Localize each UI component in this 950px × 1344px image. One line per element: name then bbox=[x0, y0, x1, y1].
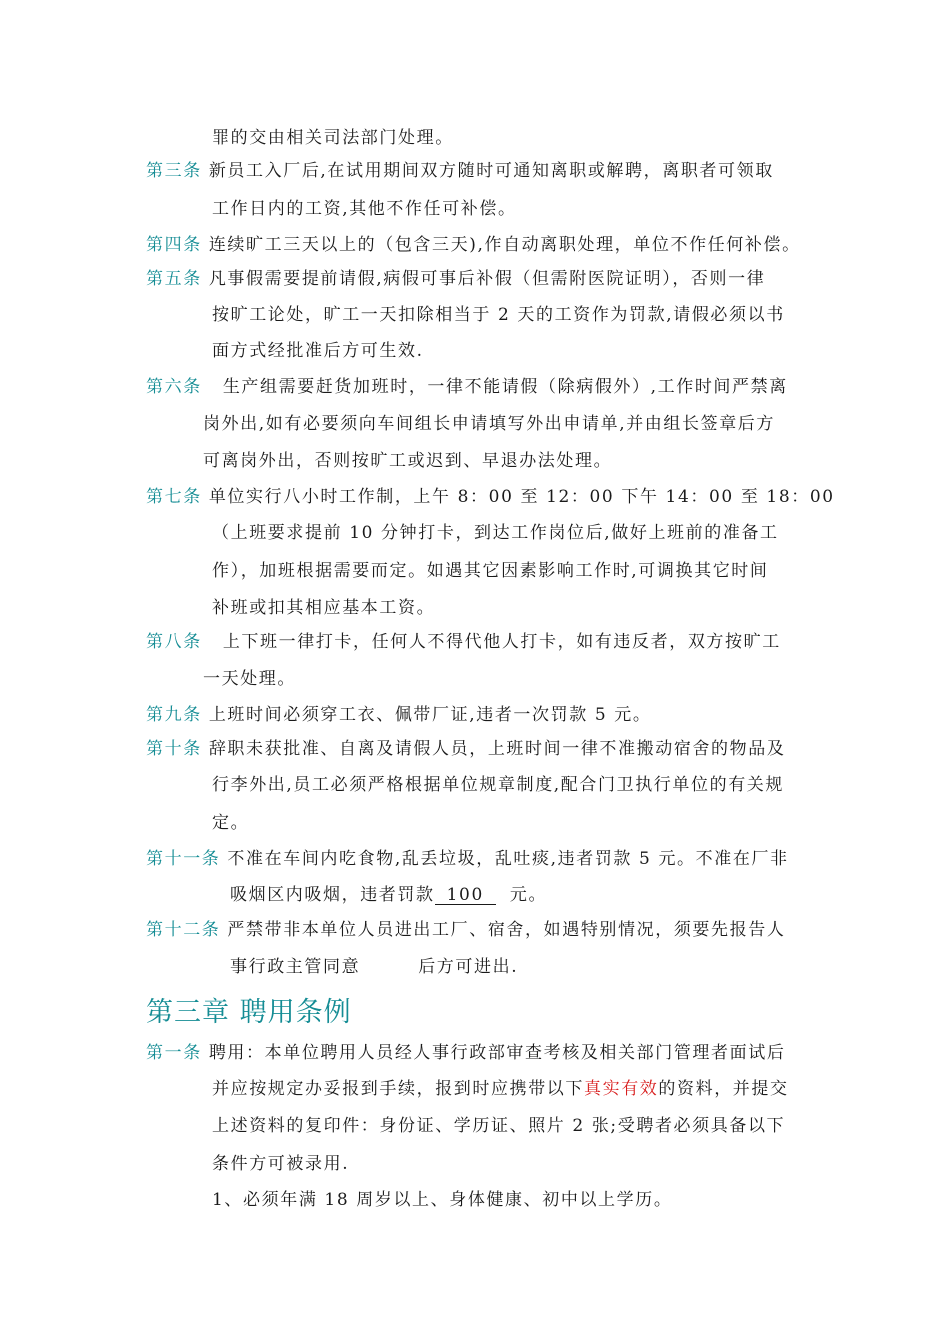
article-8-line-2: 一天处理。 bbox=[203, 669, 296, 689]
requirement-item-1: 1、必须年满 18 周岁以上、身体健康、初中以上学历。 bbox=[212, 1190, 673, 1210]
article-9: 第九条 上班时间必须穿工衣、佩带厂证,违者一次罚款 5 元。 bbox=[146, 705, 652, 725]
article-5-line-2: 按旷工论处，旷工一天扣除相当于 2 天的工资作为罚款,请假必须以书 bbox=[212, 305, 785, 325]
chapter3-article-1: 第一条 聘用：本单位聘用人员经人事行政部审查考核及相关部门管理者面试后 bbox=[146, 1043, 786, 1063]
highlighted-text: 真实有效 bbox=[584, 1079, 659, 1099]
article-7-line-2: （上班要求提前 10 分钟打卡，到达工作岗位后,做好上班前的准备工 bbox=[212, 523, 779, 543]
article-label: 第九条 bbox=[146, 705, 202, 725]
article-label: 第七条 bbox=[146, 487, 202, 507]
chapter3-article-1-line-2: 并应按规定办妥报到手续，报到时应携带以下真实有效的资料，并提交 bbox=[212, 1079, 789, 1099]
article-11-line-2: 吸烟区内吸烟，违者罚款 100 元。 bbox=[230, 885, 548, 905]
article-6-line-3: 可离岗外出，否则按旷工或迟到、早退办法处理。 bbox=[203, 451, 613, 471]
article-label: 第八条 bbox=[146, 632, 202, 652]
article-8: 第八条 上下班一律打卡，任何人不得代他人打卡，如有违反者，双方按旷工 bbox=[146, 632, 781, 652]
article-label: 第三条 bbox=[146, 161, 202, 181]
article-label: 第一条 bbox=[146, 1043, 202, 1063]
article-3: 第三条 新员工入厂后,在试用期间双方随时可通知离职或解聘，离职者可领取 bbox=[146, 161, 774, 181]
article-label: 第十一条 bbox=[146, 849, 221, 869]
article-3-line-2: 工作日内的工资,其他不作任可补偿。 bbox=[212, 199, 517, 219]
article-label: 第五条 bbox=[146, 269, 202, 289]
article-2-continuation: 罪的交由相关司法部门处理。 bbox=[212, 128, 454, 148]
chapter-heading: 第三章 聘用条例 bbox=[146, 997, 352, 1028]
article-11: 第十一条 不准在车间内吃食物,乱丢垃圾，乱吐痰,违者罚款 5 元。不准在厂非 bbox=[146, 849, 789, 869]
article-7-line-3: 作），加班根据需要而定。如遇其它因素影响工作时,可调换其它时间 bbox=[212, 561, 769, 581]
article-10: 第十条 辞职未获批准、自离及请假人员，上班时间一律不准搬动宿舍的物品及 bbox=[146, 739, 786, 759]
article-12: 第十二条 严禁带非本单位人员进出工厂、宿舍，如遇特别情况，须要先报告人 bbox=[146, 920, 786, 940]
article-12-line-2: 事行政主管同意 后方可进出. bbox=[230, 957, 519, 977]
article-7-line-4: 补班或扣其相应基本工资。 bbox=[212, 598, 436, 618]
article-6: 第六条 生产组需要赶货加班时，一律不能请假（除病假外）,工作时间严禁离 bbox=[146, 377, 788, 397]
article-4: 第四条 连续旷工三天以上的（包含三天),作自动离职处理，单位不作任何补偿。 bbox=[146, 235, 801, 255]
article-10-line-3: 定。 bbox=[212, 813, 250, 833]
article-5: 第五条 凡事假需要提前请假,病假可事后补假（但需附医院证明），否则一律 bbox=[146, 269, 766, 289]
chapter3-article-1-line-3: 上述资料的复印件：身份证、学历证、照片 2 张;受聘者必须具备以下 bbox=[212, 1116, 786, 1136]
article-10-line-2: 行李外出,员工必须严格根据单位规章制度,配合门卫执行单位的有关规 bbox=[212, 775, 785, 795]
article-label: 第十条 bbox=[146, 739, 202, 759]
article-label: 第四条 bbox=[146, 235, 202, 255]
article-6-line-2: 岗外出,如有必要须向车间组长申请填写外出申请单,并由组长签章后方 bbox=[203, 414, 776, 434]
article-label: 第六条 bbox=[146, 377, 202, 397]
article-7: 第七条 单位实行八小时工作制，上午 8：00 至 12：00 下午 14：00 至 18：00 bbox=[146, 487, 835, 507]
chapter3-article-1-line-4: 条件方可被录用. bbox=[212, 1154, 350, 1174]
article-5-line-3: 面方式经批准后方可生效. bbox=[212, 341, 424, 361]
article-label: 第十二条 bbox=[146, 920, 221, 940]
fine-amount-blank: 100 bbox=[435, 886, 496, 905]
